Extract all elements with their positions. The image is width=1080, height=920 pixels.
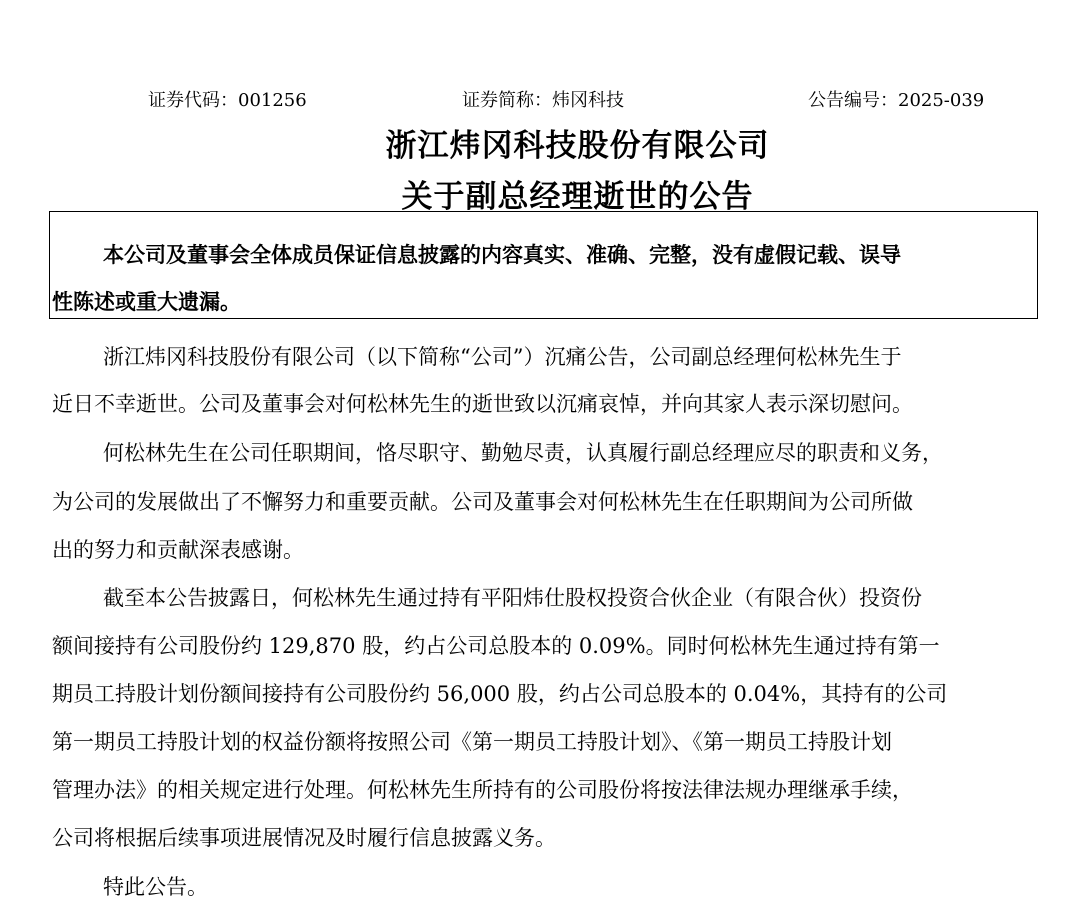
notice-line-2: 性陈述或重大遗漏。 — [52, 289, 241, 314]
header-row — [0, 86, 1080, 110]
company-title: 浙江炜冈科技股份有限公司 — [385, 128, 770, 164]
announcement-number: 公告编号：2025-039 — [808, 90, 985, 111]
para2-line-1: 何松林先生在公司任职期间，恪尽职守、勤勉尽责，认真履行副总经理应尽的职责和义务， — [103, 441, 943, 465]
para2-line-3: 出的努力和贡献深表感谢。 — [52, 538, 304, 562]
announcement-title: 关于副总经理逝世的公告 — [401, 179, 754, 215]
para1-line-2: 近日不幸逝世。公司及董事会对何松林先生的逝世致以沉痛哀悼，并向其家人表示深切慰问。 — [52, 392, 913, 416]
para3-line-5: 管理办法》的相关规定进行处理。何松林先生所持有的公司股份将按法律法规办理继承手续， — [52, 778, 913, 802]
para3-line-4: 第一期员工持股计划的权益份额将按照公司《第一期员工持股计划》、《第一期员工持股计划 — [52, 730, 892, 754]
stock-abbreviation: 证券简称：炜冈科技 — [462, 90, 624, 111]
para3-line-6: 公司将根据后续事项进展情况及时履行信息披露义务。 — [52, 826, 556, 850]
para1-line-1: 浙江炜冈科技股份有限公司（以下简称“公司”）沉痛公告，公司副总经理何松林先生于 — [103, 345, 902, 369]
disclosure-notice-box — [49, 211, 1038, 319]
para3-line-3: 期员工持股计划份额间接持有公司股份约 56,000 股，约占公司总股本的 0.04%，其持有的公司 — [52, 682, 948, 706]
para2-line-2: 为公司的发展做出了不懈努力和重要贡献。公司及董事会对何松林先生在任职期间为公司所做 — [52, 490, 913, 514]
closing-line: 特此公告。 — [103, 875, 208, 899]
para3-line-2: 额间接持有公司股份约 129,870 股，约占公司总股本的 0.09%。同时何松林先生通过持有第一 — [52, 634, 940, 658]
para3-line-1: 截至本公告披露日，何松林先生通过持有平阳炜仕股权投资合伙企业（有限合伙）投资份 — [103, 586, 922, 610]
notice-line-1: 本公司及董事会全体成员保证信息披露的内容真实、准确、完整，没有虚假记载、误导 — [103, 242, 901, 267]
stock-code: 证券代码：001256 — [148, 90, 307, 111]
